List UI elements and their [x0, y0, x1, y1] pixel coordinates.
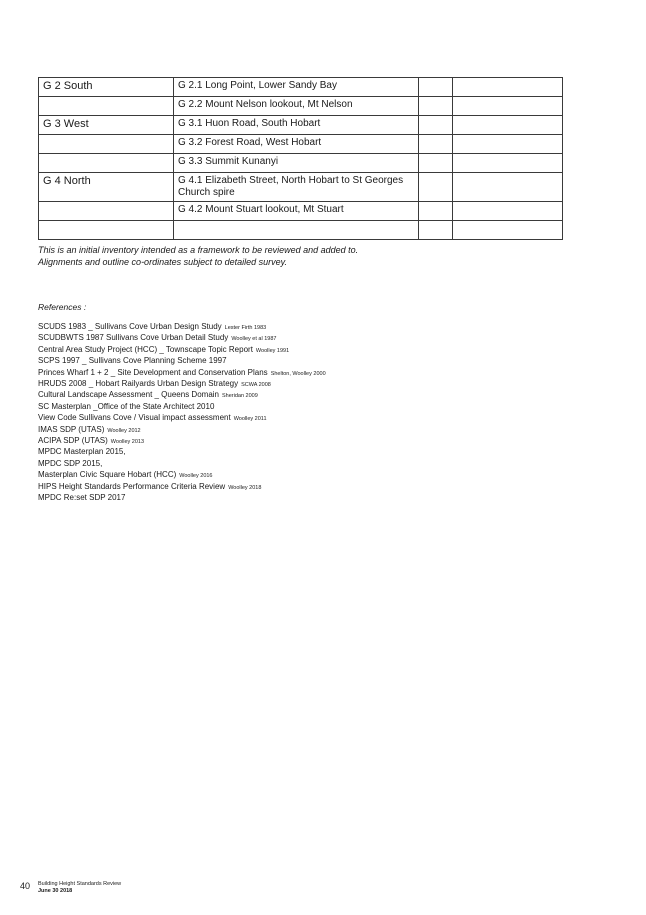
reference-author: Shelton, Woolley 2000 [270, 370, 326, 377]
reference-item [38, 436, 326, 447]
inventory-note [38, 244, 358, 268]
note-line: Alignments and outline co-ordinates subject to detailed survey. [38, 257, 287, 267]
reference-author: Woolley 1991 [255, 347, 290, 354]
site-cell: G 4.2 Mount Stuart lookout, Mt Stuart [174, 202, 419, 221]
site-cell [174, 221, 419, 240]
reference-item [38, 459, 326, 470]
empty-cell [453, 202, 563, 221]
empty-cell [453, 97, 563, 116]
table-row [39, 97, 563, 116]
site-cell: G 2.1 Long Point, Lower Sandy Bay [174, 78, 419, 97]
empty-cell [453, 116, 563, 135]
group-cell [39, 154, 174, 173]
reference-text: HIPS Height Standards Performance Criteria Review [38, 481, 226, 491]
reference-text: View Code Sullivans Cove / Visual impact assessment [38, 413, 231, 423]
site-cell: G 2.2 Mount Nelson lookout, Mt Nelson [174, 97, 419, 116]
reference-author: Woolley 2016 [179, 473, 213, 480]
reference-item [38, 390, 326, 401]
reference-item [38, 425, 326, 436]
empty-cell [419, 78, 453, 97]
reference-author: Lester Firth 1983 [224, 325, 267, 331]
empty-cell [453, 154, 563, 173]
view-inventory-table [38, 77, 563, 240]
group-cell [39, 135, 174, 154]
site-cell: G 3.2 Forest Road, West Hobart [174, 135, 419, 154]
empty-cell [419, 135, 453, 154]
empty-cell [419, 202, 453, 221]
footer-date: June 30 2018 [38, 888, 73, 894]
references-title: References : [38, 302, 87, 312]
reference-item [38, 482, 326, 493]
reference-author: Woolley 2012 [107, 427, 141, 434]
table-row [39, 116, 563, 135]
table-row [39, 78, 563, 97]
site-cell: G 3.3 Summit Kunanyi [174, 154, 419, 173]
reference-item [38, 402, 326, 413]
empty-cell [419, 97, 453, 116]
empty-cell [419, 154, 453, 173]
reference-item [38, 470, 326, 481]
table-row [39, 173, 563, 202]
group-cell [39, 97, 174, 116]
empty-cell [453, 135, 563, 154]
reference-item [38, 368, 326, 379]
empty-cell [419, 221, 453, 240]
site-cell: G 4.1 Elizabeth Street, North Hobart to St Georges Church spire [174, 173, 419, 202]
reference-text: HRUDS 2008 _ Hobart Railyards Urban Design Strategy [38, 379, 239, 389]
group-cell: G 2 South [39, 78, 174, 97]
reference-item [38, 322, 326, 333]
references-list [38, 322, 326, 505]
reference-author: SCWA 2008 [241, 382, 271, 389]
table-row [39, 135, 563, 154]
reference-text: SC Masterplan _Office of the State Architect 2010 [38, 401, 215, 411]
reference-item [38, 345, 326, 356]
group-cell [39, 202, 174, 221]
reference-author: Woolley 2011 [233, 416, 267, 423]
reference-text: MPDC SDP 2015, [38, 458, 103, 468]
empty-cell [419, 116, 453, 135]
reference-text: IMAS SDP (UTAS) [38, 424, 105, 434]
reference-item [38, 379, 326, 390]
reference-text: Central Area Study Project (HCC) _ Townscape Topic Report [38, 344, 253, 354]
reference-text: SCUDS 1983 _ Sullivans Cove Urban Design Study [38, 322, 222, 331]
group-cell [39, 221, 174, 240]
reference-author: Woolley et al 1987 [231, 336, 277, 343]
page-number: 40 [20, 881, 31, 891]
reference-text: SCUDBWTS 1987 Sullivans Cove Urban Detail Study [38, 333, 229, 343]
reference-item [38, 356, 326, 367]
note-line: This is an initial inventory intended as a framework to be reviewed and added to. [38, 245, 359, 255]
reference-item [38, 493, 326, 504]
reference-author: Sheridan 2009 [222, 393, 258, 400]
reference-text: MPDC Re:set SDP 2017 [38, 493, 126, 503]
reference-text: SCPS 1997 _ Sullivans Cove Planning Scheme 1997 [38, 356, 227, 366]
table-row [39, 221, 563, 240]
reference-item [38, 333, 326, 344]
footer-title: Building Height Standards Review [38, 881, 122, 887]
empty-cell [453, 221, 563, 240]
reference-text: MPDC Masterplan 2015, [38, 447, 126, 457]
table-row [39, 202, 563, 221]
empty-cell [453, 173, 563, 202]
site-cell: G 3.1 Huon Road, South Hobart [174, 116, 419, 135]
reference-author: Woolley 2013 [110, 439, 145, 446]
table-row [39, 154, 563, 173]
reference-item [38, 413, 326, 424]
reference-item [38, 447, 326, 458]
empty-cell [419, 173, 453, 202]
group-cell: G 4 North [39, 173, 174, 202]
page-footer [38, 881, 121, 895]
reference-text: Cultural Landscape Assessment _ Queens Domain [38, 390, 219, 400]
reference-text: Princes Wharf 1 + 2 _ Site Development and Conservation Plans [38, 367, 268, 377]
reference-text: Masterplan Civic Square Hobart (HCC) [38, 470, 177, 480]
reference-text: ACIPA SDP (UTAS) [38, 436, 108, 446]
empty-cell [453, 78, 563, 97]
group-cell: G 3 West [39, 116, 174, 135]
reference-author: Woolley 2018 [228, 484, 262, 491]
